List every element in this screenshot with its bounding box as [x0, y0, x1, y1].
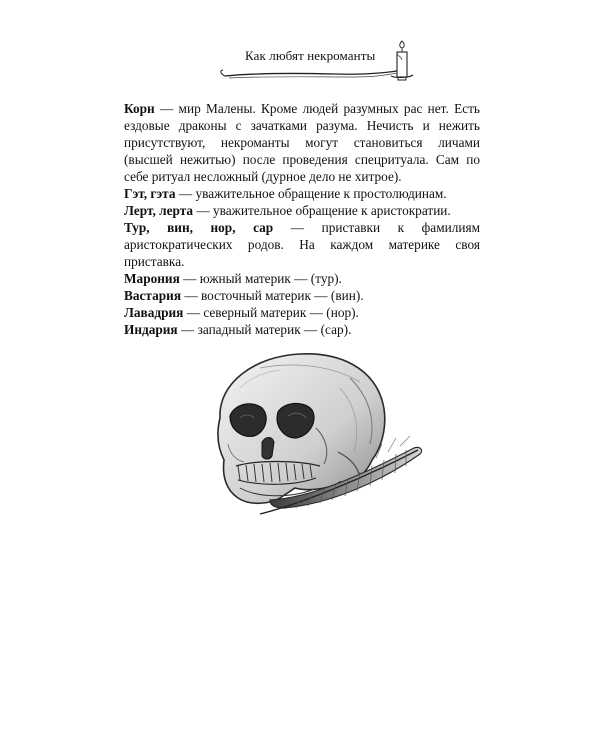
glossary-term: Индария — [124, 322, 178, 337]
glossary — [124, 100, 480, 338]
glossary-definition: — мир Малены. Кроме людей разумных рас нет. Есть ездовые драконы с зачатками разума. Нечисть и нежить присутствуют, некроманты могут становиться личами (высшей нежитью) после проведения спецритуала. Сам по себе ритуал несложный (дурное дело не хитрое). — [124, 101, 480, 184]
glossary-term: Тур, вин, нор, сар — [124, 220, 274, 235]
glossary-entry — [124, 304, 480, 321]
glossary-term: Марония — [124, 271, 180, 286]
glossary-term: Гэт, гэта — [124, 186, 176, 201]
glossary-term: Корн — [124, 101, 155, 116]
glossary-entry — [124, 202, 480, 219]
glossary-entry — [124, 185, 480, 202]
glossary-entry — [124, 100, 480, 185]
glossary-entry — [124, 270, 480, 287]
skull-with-quill-icon — [200, 348, 430, 524]
glossary-definition: — уважительное обращение к аристократии. — [193, 203, 451, 218]
glossary-term: Вастария — [124, 288, 182, 303]
glossary-entry — [124, 219, 480, 270]
glossary-entry — [124, 287, 480, 304]
glossary-definition: — приставки к фамилиям аристократических родов. На каждом материке своя приставка. — [124, 220, 481, 269]
glossary-term: Лавадрия — [124, 305, 184, 320]
glossary-definition: — северный материк — (нор). — [183, 305, 359, 320]
glossary-definition: — южный материк — (тур). — [179, 271, 342, 286]
glossary-entry — [124, 321, 480, 338]
glossary-definition: — уважительное обращение к простолюдинам. — [175, 186, 447, 201]
glossary-definition: — восточный материк — (вин). — [181, 288, 364, 303]
running-header — [215, 40, 430, 90]
glossary-term: Лерт, лерта — [124, 203, 194, 218]
glossary-definition: — западный материк — (сар). — [177, 322, 352, 337]
header-title: Как любят некроманты — [245, 48, 376, 63]
